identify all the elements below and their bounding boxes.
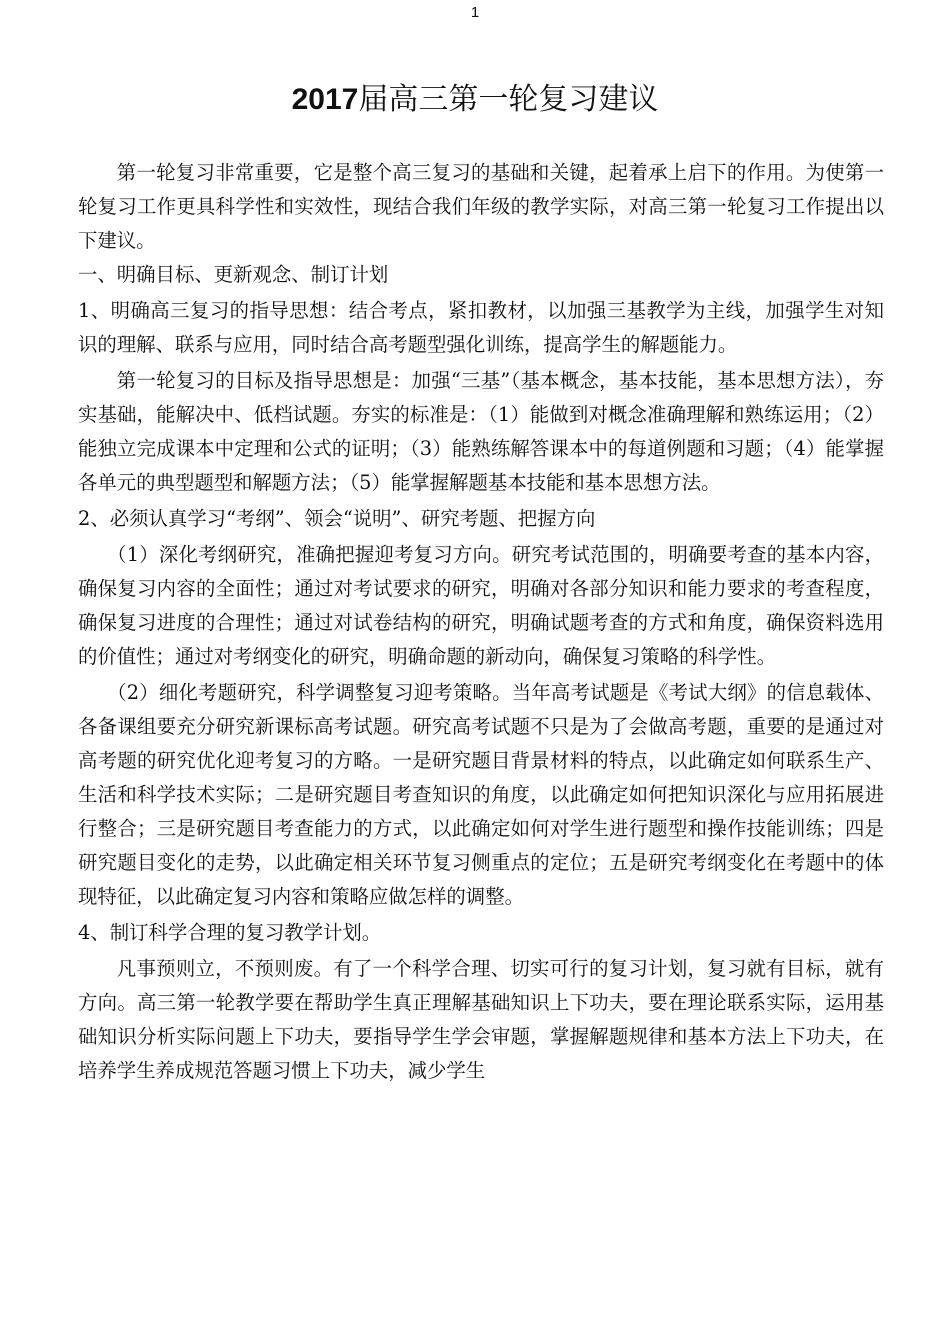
paragraph-exam-outline: （1）深化考纲研究，准确把握迎考复习方向。研究考试范围的，明确要考查的基本内容，确保复习内容的全面性；通过对考试要求的研究，明确对各部分知识和能力要求的考查程度，确保复习进度的合理性；通过对试卷结构的研究，明确试题考查的方式和角度，确保资料选用的价值性；通过对考纲变化的研究，明确命题的新动向，确保复习策略的科学性。 [78,543,884,668]
paragraph-intro: 第一轮复习非常重要，它是整个高三复习的基础和关键，起着承上启下的作用。为使第一轮复习工作更具科学性和实效性，现结合我们年级的教学实际，对高三第一轮复习工作提出以下建议。 [78,161,884,252]
document-title [0,80,950,120]
title-text: 届高三第一轮复习建议 [358,82,659,117]
section-heading-1: 一、明确目标、更新观念、制订计划 [78,263,389,286]
paragraph-goals: 第一轮复习的目标及指导思想是：加强“三基”（基本概念，基本技能，基本思想方法），夯实基础，能解决中、低档试题。夯实的标准是：（1）能做到对概念准确理解和熟练运用；（2）能独立完成课本中定理和公式的证明；（3）能熟练解答课本中的每道例题和习题；（4）能掌握各单元的典型题型和解题方法；（5）能掌握解题基本技能和基本思想方法。 [78,369,884,494]
subsection-heading-1: 1、明确高三复习的指导思想：结合考点，紧扣教材，以加强三基教学为主线，加强学生对知识的理解、联系与应用，同时结合高考题型强化训练，提高学生的解题能力。 [78,299,884,356]
paragraph-exam-questions: （2）细化考题研究，科学调整复习迎考策略。当年高考试题是《考试大纲》的信息载体、各备课组要充分研究新课标高考试题。研究高考试题不只是为了会做高考题，重要的是通过对高考题的研究优化迎考复习的方略。一是研究题目背景材料的特点，以此确定如何联系生产、生活和科学技术实际；二是研究题目考查知识的角度，以此确定如何把知识深化与应用拓展进行整合；三是研究题目考查能力的方式，以此确定如何对学生进行题型和操作技能训练；四是研究题目变化的走势，以此确定相关环节复习侧重点的定位；五是研究考纲变化在考题中的体现特征，以此确定复习内容和策略应做怎样的调整。 [78,681,884,908]
subsection-heading-2: 2、必须认真学习“考纲”、领会“说明”、研究考题、把握方向 [78,507,596,530]
title-year: 2017 [291,83,359,116]
paragraph-plan: 凡事预则立，不预则废。有了一个科学合理、切实可行的复习计划，复习就有目标，就有方向。高三第一轮教学要在帮助学生真正理解基础知识上下功夫，要在理论联系实际，运用基础知识分析实际问题上下功夫，要指导学生学会审题，掌握解题规律和基本方法上下功夫，在培养学生养成规范答题习惯上下功夫，减少学生 [78,957,884,1082]
page-number: 1 [470,4,480,21]
subsection-heading-4: 4、制订科学合理的复习教学计划。 [78,921,382,944]
document-body [78,156,884,1088]
